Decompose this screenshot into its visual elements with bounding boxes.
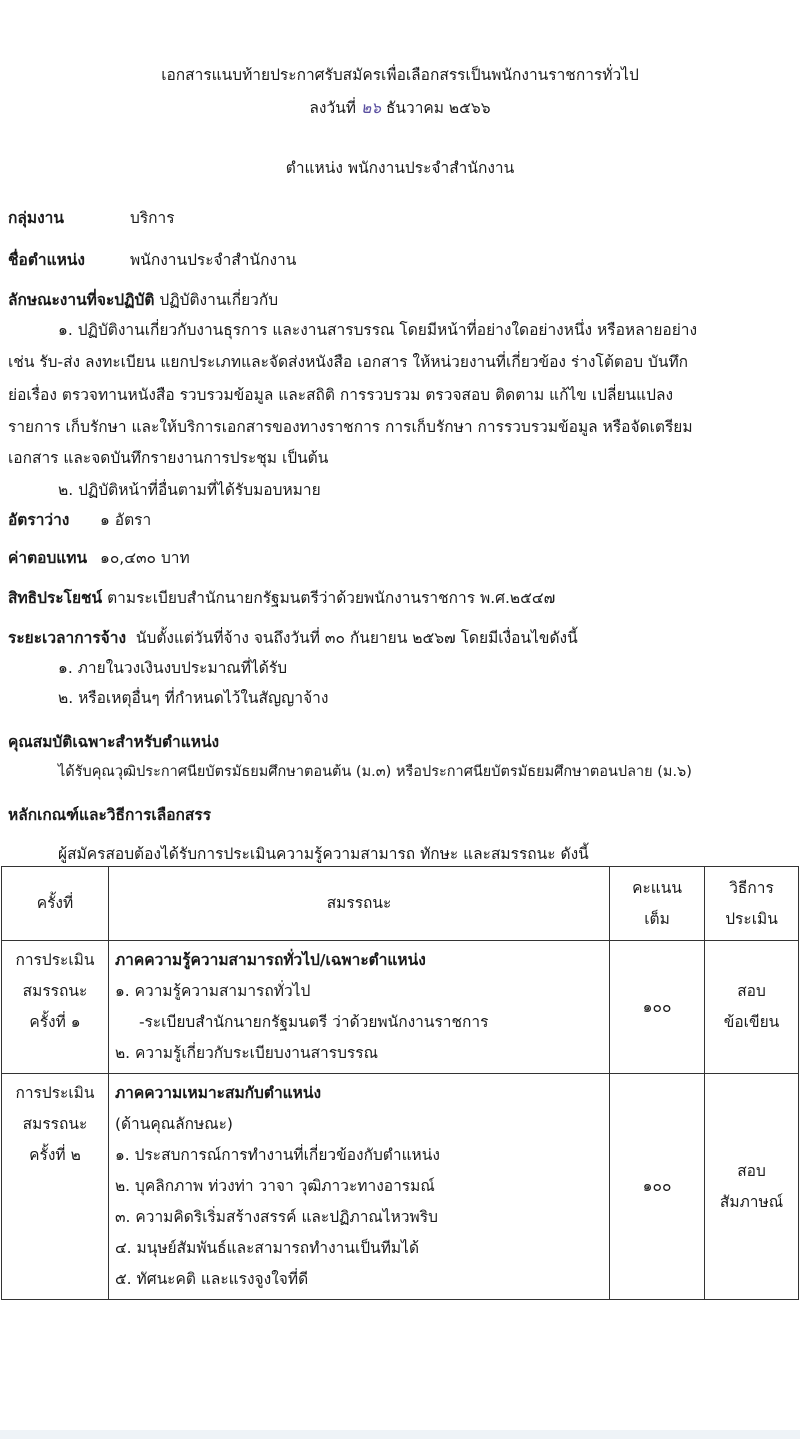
benefits-value: ตามระเบียบสำนักนายกรัฐมนตรีว่าด้วยพนักงานราชการ พ.ศ.๒๕๔๗ bbox=[107, 589, 556, 607]
duties-heading bbox=[8, 289, 278, 311]
position-title: ตำแหน่ง พนักงานประจำสำนักงาน bbox=[285, 159, 515, 177]
method-cell: สอบ สัมภาษณ์ bbox=[705, 1074, 799, 1300]
competency-item: -ระเบียบสำนักนายกรัฐมนตรี ว่าด้วยพนักงานราชการ bbox=[138, 1013, 489, 1031]
qualification-label: คุณสมบัติเฉพาะสำหรับตำแหน่ง bbox=[8, 733, 220, 751]
table-header-row bbox=[2, 867, 799, 941]
handwritten-day: ๒๖ bbox=[360, 99, 382, 117]
score-cell: ๑๐๐ bbox=[610, 1074, 705, 1300]
vacancy-label: อัตราว่าง bbox=[8, 511, 70, 529]
competency-cell bbox=[108, 1074, 609, 1300]
competency-title: ภาคความเหมาะสมกับตำแหน่ง bbox=[114, 1084, 322, 1102]
duty-line: เอกสาร และจดบันทึกรายงานการประชุม เป็นต้น bbox=[8, 449, 329, 467]
competency-item: ๒. ความรู้เกี่ยวกับระเบียบงานสารบรรณ bbox=[114, 1044, 378, 1062]
competency-item: ๑. ความรู้ความสามารถทั่วไป bbox=[114, 982, 311, 1000]
duty-line: ๒. ปฏิบัติหน้าที่อื่นตามที่ได้รับมอบหมาย bbox=[58, 481, 321, 499]
period-label: ระยะเวลาการจ้าง bbox=[8, 629, 127, 647]
qualification-value: ได้รับคุณวุฒิประกาศนียบัตรมัธยมศึกษาตอนต้น (ม.๓) หรือประกาศนียบัตรมัธยมศึกษาตอนปลาย (ม.๖) bbox=[58, 764, 692, 780]
competency-item: ๔. มนุษย์สัมพันธ์และสามารถทำงานเป็นทีมได้ bbox=[114, 1239, 420, 1257]
pay-label: ค่าตอบแทน bbox=[8, 549, 88, 567]
header-method: วิธีการ ประเมิน bbox=[705, 867, 799, 941]
criteria-label: หลักเกณฑ์และวิธีการเลือกสรร bbox=[8, 806, 212, 824]
score-cell: ๑๐๐ bbox=[610, 941, 705, 1074]
group-label: กลุ่มงาน bbox=[8, 209, 64, 227]
competency-item: (ด้านคุณลักษณะ) bbox=[114, 1115, 233, 1133]
duty-line: ย่อเรื่อง ตรวจทานหนังสือ รวบรวมข้อมูล และสถิติ การรวบรวม ตรวจสอบ ติดตาม แก้ไข เปลี่ยนแปลง bbox=[8, 386, 674, 404]
table-row bbox=[2, 941, 799, 1074]
criteria-intro: ผู้สมัครสอบต้องได้รับการประเมินความรู้ความสามารถ ทักษะ และสมรรถนะ ดังนี้ bbox=[58, 845, 589, 863]
competency-item: ๓. ความคิดริเริ่มสร้างสรรค์ และปฏิภาณไหวพริบ bbox=[114, 1208, 438, 1226]
header-score: คะแนน เต็ม bbox=[610, 867, 705, 941]
round-cell: การประเมิน สมรรถนะ ครั้งที่ ๑ bbox=[2, 941, 109, 1074]
vacancy-value: ๑ อัตรา bbox=[100, 511, 152, 529]
competency-item: ๑. ประสบการณ์การทำงานที่เกี่ยวข้องกับตำแหน่ง bbox=[114, 1146, 440, 1164]
duties-label: ลักษณะงานที่จะปฏิบัติ bbox=[8, 291, 155, 309]
round-cell: การประเมิน สมรรถนะ ครั้งที่ ๒ bbox=[2, 1074, 109, 1300]
page-bottom-edge bbox=[0, 1430, 800, 1439]
pay-value: ๑๐,๔๓๐ บาท bbox=[100, 549, 190, 567]
method-cell: สอบ ข้อเขียน bbox=[705, 941, 799, 1074]
date-rest: ธันวาคม ๒๕๖๖ bbox=[385, 99, 491, 117]
competency-item: ๒. บุคลิกภาพ ท่วงท่า วาจา วุฒิภาวะทางอารมณ์ bbox=[114, 1177, 435, 1195]
position-name-label: ชื่อตำแหน่ง bbox=[8, 251, 85, 269]
header-round: ครั้งที่ bbox=[2, 867, 109, 941]
period-value: นับตั้งแต่วันที่จ้าง จนถึงวันที่ ๓๐ กันยายน ๒๕๖๗ โดยมีเงื่อนไขดังนี้ bbox=[135, 629, 578, 647]
duties-intro: ปฏิบัติงานเกี่ยวกับ bbox=[159, 291, 279, 309]
benefits-label: สิทธิประโยชน์ bbox=[8, 589, 103, 607]
assessment-table bbox=[1, 866, 799, 1300]
competency-cell bbox=[108, 941, 609, 1074]
duty-line: ๑. ปฏิบัติงานเกี่ยวกับงานธุรการ และงานสารบรรณ โดยมีหน้าที่อย่างใดอย่างหนึ่ง หรือหลายอย่าง bbox=[58, 321, 698, 339]
employment-period bbox=[8, 627, 578, 649]
document-title: เอกสารแนบท้ายประกาศรับสมัครเพื่อเลือกสรรเป็นพนักงานราชการทั่วไป bbox=[161, 66, 639, 84]
duty-line: เช่น รับ-ส่ง ลงทะเบียน แยกประเภทและจัดส่งหนังสือ เอกสาร ให้หน่วยงานที่เกี่ยวข้อง ร่างโต้ตอบ บันทึก bbox=[8, 353, 689, 371]
table-row bbox=[2, 1074, 799, 1300]
period-item: ๒. หรือเหตุอื่นๆ ที่กำหนดไว้ในสัญญาจ้าง bbox=[58, 689, 329, 707]
duty-line: รายการ เก็บรักษา และให้บริการเอกสารของทางราชการ การเก็บรักษา การรวบรวมข้อมูล หรือจัดเตรียม bbox=[8, 418, 693, 436]
document-date bbox=[0, 97, 800, 119]
competency-title: ภาคความรู้ความสามารถทั่วไป/เฉพาะตำแหน่ง bbox=[114, 951, 426, 969]
benefits bbox=[8, 587, 555, 609]
group-value: บริการ bbox=[130, 209, 175, 227]
date-prefix: ลงวันที่ bbox=[309, 99, 357, 117]
position-name-value: พนักงานประจำสำนักงาน bbox=[130, 251, 297, 269]
header-competency: สมรรถนะ bbox=[108, 867, 609, 941]
period-item: ๑. ภายในวงเงินงบประมาณที่ได้รับ bbox=[58, 659, 288, 677]
competency-item: ๕. ทัศนะคติ และแรงจูงใจที่ดี bbox=[114, 1270, 309, 1288]
